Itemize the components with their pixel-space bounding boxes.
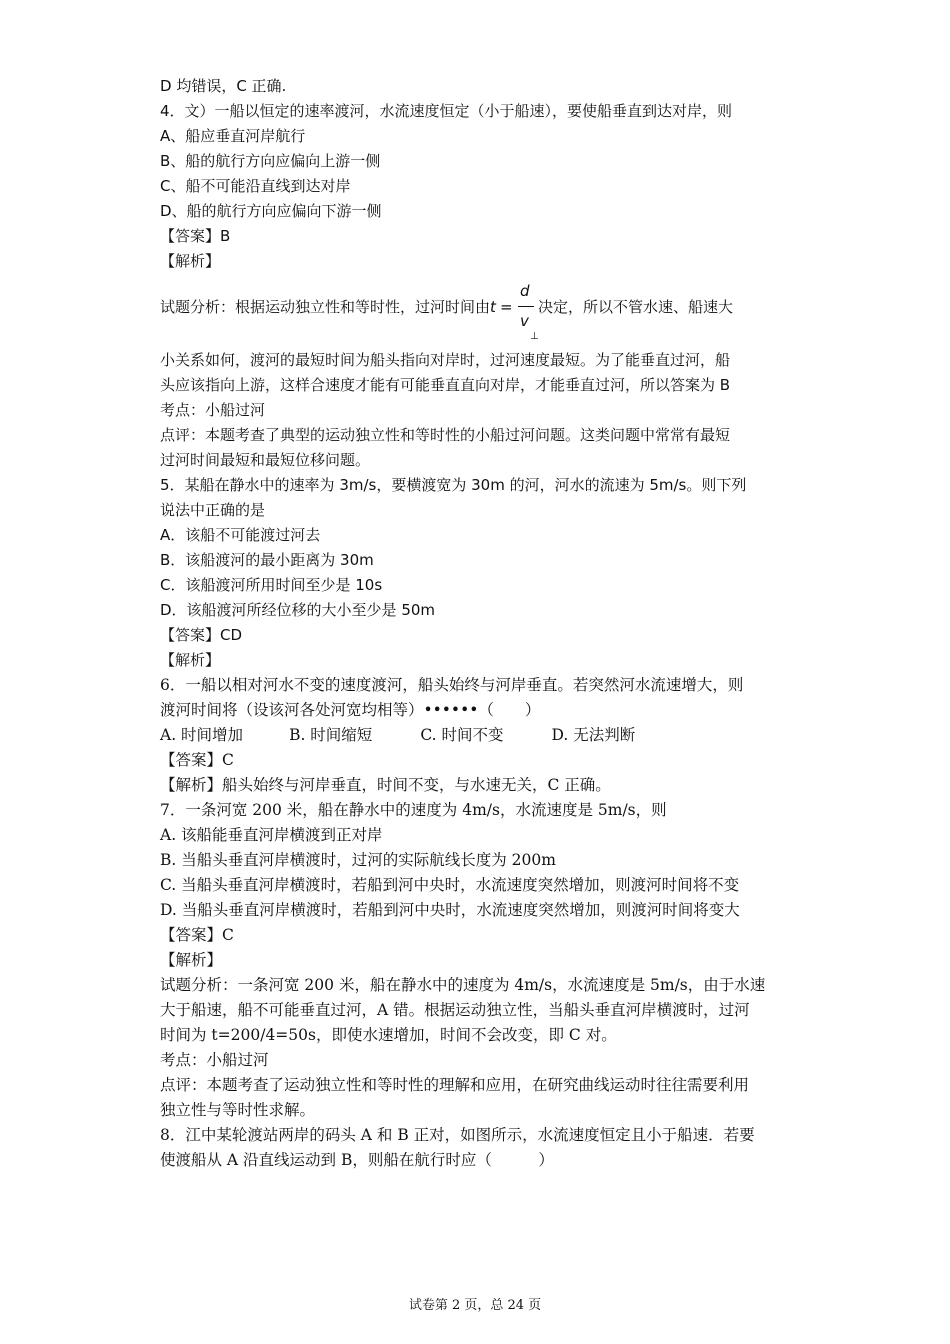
question-6-options: [160, 725, 635, 745]
formula-t: t: [490, 298, 496, 316]
question-5-option-a: A．该船不可能渡过河去: [160, 526, 321, 544]
question-6-title-line-2: 渡河时间将（设该河各处河宽均相等）••••••（ ）: [160, 701, 541, 719]
question-5-option-c: C．该船渡河所用时间至少是 10s: [160, 576, 383, 594]
question-7-comment-line-1: 点评：本题考查了运动独立性和等时性的理解和应用，在研究曲线运动时往往需要利用: [160, 1076, 750, 1094]
question-6-option-b: B. 时间缩短: [289, 726, 373, 744]
question-4-explanation-line-2: 小关系如何，渡河的最短时间为船头指向对岸时，过河速度最短。为了能垂直过河，船: [160, 351, 731, 369]
formula-subscript: ⊥: [530, 331, 539, 342]
question-7-answer: 【答案】C: [160, 926, 234, 944]
question-7-option-d: D. 当船头垂直河岸横渡时，若船到河中央时，水流速度突然增加，则渡河时间将变大: [160, 901, 740, 919]
question-8-title-line-2: 使渡船从 A 沿直线运动到 B，则船在航行时应（ ）: [160, 1151, 554, 1169]
fraction-bar: [518, 306, 534, 307]
question-5-title-line-2: 说法中正确的是: [160, 501, 266, 519]
question-6-answer: 【答案】C: [160, 751, 234, 769]
formula-equals: =: [500, 298, 513, 316]
question-4-option-d: D、船的航行方向应偏向下游一侧: [160, 202, 382, 220]
question-4-answer: 【答案】B: [160, 227, 231, 245]
question-5-answer: 【答案】CD: [160, 626, 243, 644]
question-7-explanation-line-3: 时间为 t=200/4=50s，即使水速增加，时间不会改变，即 C 对。: [160, 1026, 617, 1044]
question-6-title-line-1: 6．一船以相对河水不变的速度渡河，船头始终与河岸垂直。若突然河水流速增大，则: [160, 676, 744, 694]
question-6-option-c: C. 时间不变: [420, 726, 504, 744]
question-4-option-b: B、船的航行方向应偏向上游一侧: [160, 152, 381, 170]
explanation-text: 决定，所以不管水速、船速大: [538, 298, 734, 316]
time-formula: [490, 282, 539, 342]
question-4-explanation-line-1: [160, 282, 734, 342]
question-7-option-a: A. 该船能垂直河岸横渡到正对岸: [160, 826, 383, 844]
question-4-kaodian: 考点：小船过河: [160, 401, 266, 419]
explanation-text: 试题分析：根据运动独立性和等时性，过河时间由: [160, 298, 491, 316]
question-7-explanation-line-2: 大于船速，船不可能垂直过河，A 错。根据运动独立性，当船头垂直河岸横渡时，过河: [160, 1001, 750, 1019]
question-7-option-c: C. 当船头垂直河岸横渡时，若船到河中央时，水流速度突然增加，则渡河时间将不变: [160, 876, 740, 894]
question-7-explanation-line-1: 试题分析：一条河宽 200 米，船在静水中的速度为 4m/s，水流速度是 5m/s，由于水速: [160, 976, 766, 994]
question-7-comment-line-2: 独立性与等时性求解。: [160, 1101, 316, 1119]
question-8-title-line-1: 8．江中某轮渡站两岸的码头 A 和 B 正对，如图所示，水流速度恒定且小于船速．若要: [160, 1126, 755, 1144]
question-6-option-a: A. 时间增加: [160, 726, 244, 744]
question-4-option-a: A、船应垂直河岸航行: [160, 127, 306, 145]
question-4-comment-line-1: 点评：本题考查了典型的运动独立性和等时性的小船过河问题。这类问题中常常有最短: [160, 426, 731, 444]
question-7-option-b: B. 当船头垂直河岸横渡时，过河的实际航线长度为 200m: [160, 851, 556, 869]
question-7-analysis-label: 【解析】: [160, 951, 223, 969]
question-6-analysis: 【解析】船头始终与河岸垂直，时间不变，与水速无关，C 正确。: [160, 776, 611, 794]
question-4-comment-line-2: 过河时间最短和最短位移问题。: [160, 451, 371, 469]
question-5-option-d: D．该船渡河所经位移的大小至少是 50m: [160, 601, 436, 619]
formula-denominator: v: [520, 312, 529, 330]
formula-numerator: d: [520, 282, 530, 300]
question-6-option-d: D. 无法判断: [551, 726, 636, 744]
question-5-analysis-label: 【解析】: [160, 651, 221, 669]
question-7-title: 7．一条河宽 200 米，船在静水中的速度为 4m/s，水流速度是 5m/s，则: [160, 801, 667, 819]
question-7-kaodian: 考点：小船过河: [160, 1051, 269, 1069]
question-4-explanation-line-3: 头应该指向上游，这样合速度才能有可能垂直直向对岸，才能垂直过河，所以答案为 B: [160, 376, 731, 394]
question-4-option-c: C、船不可能沿直线到达对岸: [160, 177, 351, 195]
question-5-title-line-1: 5．某船在静水中的速率为 3m/s，要横渡宽为 30m 的河，河水的流速为 5m/s。则下列: [160, 476, 747, 494]
page-footer: 试卷第 2 页，总 24 页: [408, 1298, 542, 1313]
question-5-option-b: B．该船渡河的最小距离为 30m: [160, 551, 374, 569]
text-line: D 均错误，C 正确.: [160, 77, 287, 95]
question-4-title: 4．文）一船以恒定的速率渡河，水流速度恒定（小于船速），要使船垂直到达对岸，则: [160, 102, 733, 120]
question-4-analysis-label: 【解析】: [160, 252, 221, 270]
